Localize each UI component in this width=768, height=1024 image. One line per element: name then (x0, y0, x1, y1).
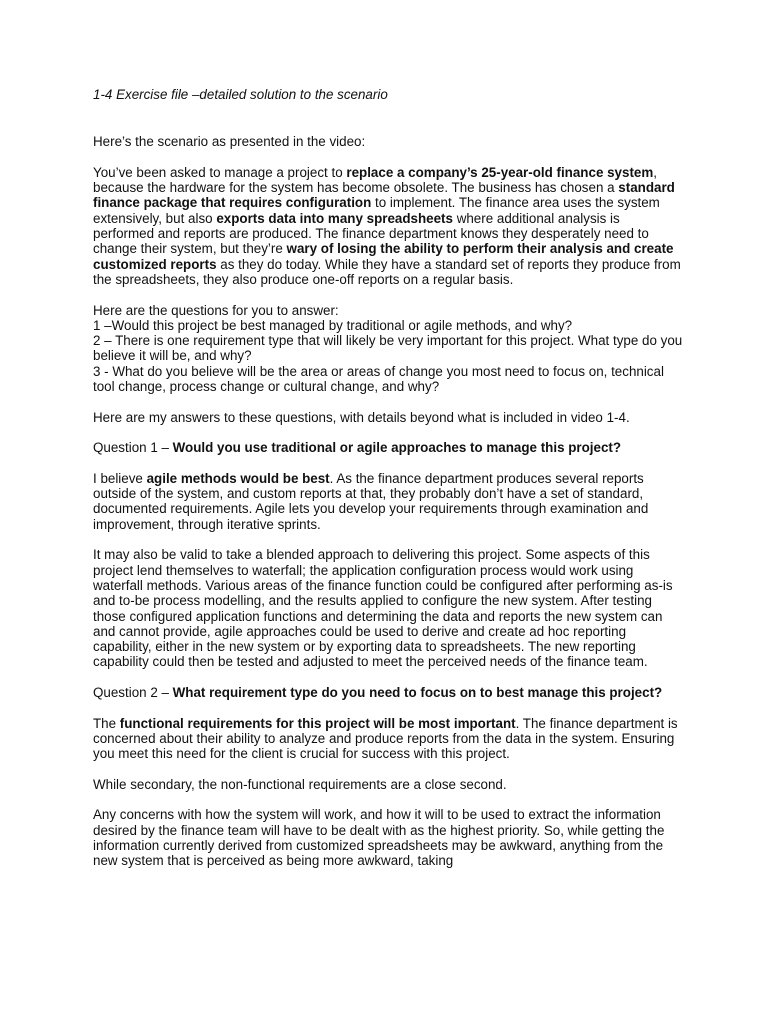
document-title: 1-4 Exercise file –detailed solution to the scenario (93, 87, 388, 102)
answer-2-text-2: . The finance department is concerned about their ability to analyze and produce reports from the data in the system. Ensuring you meet this need for the client is crucial for success with this project. (93, 715, 678, 762)
scenario-paragraph (93, 165, 683, 287)
question-item-1: 1 –Would this project be best managed by traditional or agile methods, and why? (93, 317, 573, 333)
scenario-highlight-2: standard finance package that requires configuration (93, 180, 675, 211)
question-2-heading (93, 685, 683, 700)
scenario-text-5: as they do today. While they have a standard set of reports they produce from the spreadsheets, they also produce one-off reports on a regular basis. (93, 256, 681, 287)
answer-2-text-1: The (93, 715, 120, 731)
answer-2-highlight: functional requirements for this project will be most important (119, 715, 516, 731)
scenario-text-3: to implement. The finance area uses the system extensively, but also (93, 195, 660, 226)
question-1-text: Would you use traditional or agile approaches to manage this project? (172, 440, 622, 456)
scenario-text-4: where additional analysis is performed and reports are produced. The finance department knows they desperately need to change their system, but they’re (93, 210, 649, 257)
answer-1-highlight: agile methods would be best (146, 470, 330, 486)
scenario-highlight-4: wary of losing the ability to perform their analysis and create customized reports (93, 241, 674, 272)
question-item-2: 2 – There is one requirement type that will likely be very important for this project. What type do you believe it will be, and why? (93, 333, 683, 364)
question-2-prefix: Question 2 – (93, 684, 173, 700)
question-1-prefix: Question 1 – (93, 440, 173, 456)
answer-1-text-1: I believe (93, 470, 147, 486)
scenario-text-1: You’ve been asked to manage a project to (93, 164, 347, 180)
answer-2-paragraph-2: While secondary, the non-functional requirements are a close second. (93, 776, 507, 792)
questions-list (93, 303, 683, 395)
questions-heading: Here are the questions for you to answer: (93, 302, 339, 318)
scenario-highlight-1: replace a company’s 25-year-old finance system (346, 164, 654, 180)
answer-1-paragraph-1 (93, 471, 683, 532)
scenario-intro: Here’s the scenario as presented in the video: (93, 134, 366, 150)
question-2-text: What requirement type do you need to focus on to best manage this project? (172, 684, 663, 700)
scenario-highlight-3: exports data into many spreadsheets (216, 210, 453, 226)
answer-2-paragraph-3: Any concerns with how the system will work, and how it will to be used to extract the information desired by the finance team will have to be dealt with as the highest priority. So, while getting the information currently derived from customized spreadsheets may be awkward, anything from the new system that is perceived as being more awkward, taking (93, 807, 665, 869)
answers-intro: Here are my answers to these questions, with details beyond what is included in video 1-4. (93, 409, 630, 425)
document-page (93, 87, 683, 884)
question-1-heading (93, 440, 683, 455)
scenario-text-2: , because the hardware for the system has become obsolete. The business has chosen a (93, 164, 657, 196)
answer-1-paragraph-2: It may also be valid to take a blended approach to delivering this project. Some aspects of this project lend themselves to waterfall; the application configuration process would work using waterfall methods. Various areas of the finance function could be configured after performing as-is and to-be process modelling, and the results applied to configure the new system. After testing those configured application functions and determining the data and reports the new system can and cannot provide, agile approaches could be used to derive and create ad hoc reporting capability, either in the new system or by exporting data to spreadsheets. The new reporting capability could then be tested and adjusted to meet the perceived needs of the finance team. (93, 547, 673, 670)
answer-1-text-2: . As the finance department produces several reports outside of the system, and custom reports at that, they probably don’t have a set of standard, documented requirements. Agile lets you develop your requirements through examination and improvement, through iterative sprints. (93, 470, 649, 532)
question-item-3: 3 - What do you believe will be the area or areas of change you most need to focus on, technical tool change, process change or cultural change, and why? (93, 363, 664, 395)
answer-2-paragraph-1 (93, 716, 683, 762)
